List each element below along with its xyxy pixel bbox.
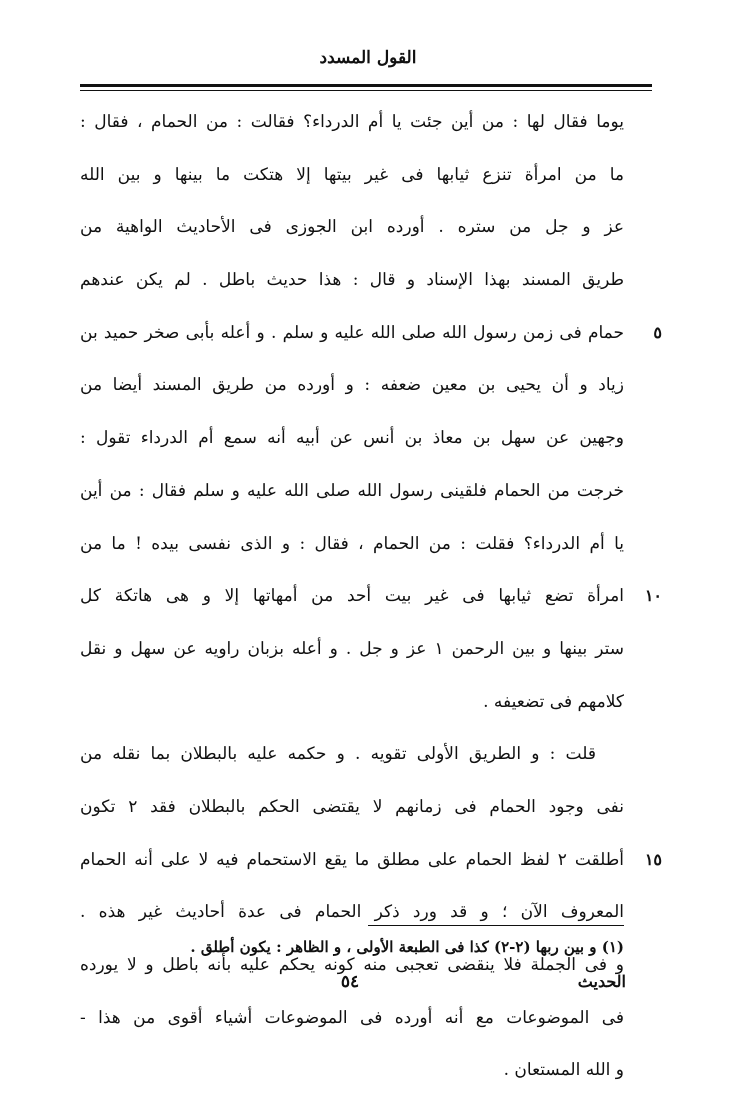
text-line (80, 834, 662, 887)
line-text: المعروف الآن ؛ و قد ورد ذكر الحمام فى عدة أحاديث غير هذه . (80, 902, 624, 923)
catchword: الحديث (577, 972, 626, 991)
line-text: فى الموضوعات مع أنه أورده فى الموضوعات أشياء أقوى من هذا - (80, 1007, 624, 1028)
header-rule-thin (80, 90, 652, 91)
line-text: ما من امرأة تنزع ثيابها فى غير بيتها إلا هتكت ما بينها و بين الله (80, 164, 624, 185)
page-number: ٥٤ (340, 972, 360, 992)
line-text: يا أم الدرداء؟ فقلت : من الحمام ، فقال : و الذى نفسى بيده ! ما من (80, 533, 624, 554)
line-text: حمام فى زمن رسول الله صلى الله عليه و سلم . و أعله بأبى صخر حميد بن (80, 322, 624, 343)
header-rule-thick (80, 84, 652, 87)
text-line (80, 307, 662, 360)
text-line (80, 1044, 624, 1097)
line-text: و الله المستعان . (503, 1060, 624, 1081)
text-line (80, 676, 624, 729)
line-number: ١٥ (644, 849, 662, 869)
line-text: خرجت من الحمام فلقينى رسول الله صلى الله عليه و سلم فقال : من أين (80, 480, 624, 501)
line-text: يوما فقال لها : من أين جئت يا أم الدرداء؟ فقالت : من الحمام ، فقال : (80, 112, 624, 132)
text-line (80, 96, 624, 149)
line-text: أطلقت ٢ لفظ الحمام على مطلق ما يقع الاستحمام فيه لا على أنه الحمام (80, 849, 625, 870)
text-line (80, 254, 624, 307)
line-number: ٥ (653, 322, 662, 342)
line-text: عز و جل من ستره . أورده ابن الجوزى فى الأحاديث الواهية من (80, 217, 624, 238)
text-line (80, 412, 624, 465)
line-text: طريق المسند بهذا الإسناد و قال : هذا حديث باطل . لم يكن عندهم (80, 270, 624, 291)
text-line (80, 518, 624, 571)
text-line (80, 623, 624, 676)
line-text: امرأة تضع ثيابها فى غير بيت أحد من أمهاتها إلا و هى هاتكة كل (80, 586, 624, 607)
line-text: ستر بينها و بين الرحمن ١ عز و جل . و أعله بزبان راويه عن سهل و نقل (80, 638, 624, 659)
line-text: زياد و أن يحيى بن معين ضعفه : و أورده من طريق المسند أيضا من (80, 375, 624, 396)
line-text: كلامهم فى تضعيفه . (483, 691, 624, 712)
text-line (80, 149, 624, 202)
text-line (80, 201, 624, 254)
line-number: ١٠ (644, 586, 662, 606)
running-head: القول المسدد (319, 48, 417, 68)
text-line (80, 570, 662, 623)
text-line (80, 728, 624, 781)
line-text: قلت : و الطريق الأولى تقويه . و حكمه عليه بالبطلان بما نقله من (80, 744, 596, 765)
line-text: نفى وجود الحمام فى زمانهم لا يقتضى الحكم بالبطلان فقد ٢ تكون (80, 796, 625, 817)
text-line (80, 465, 624, 518)
text-line (80, 781, 624, 834)
line-text: و فى الجملة فلا ينقضى تعجبى منه كونه يحكم عليه بأنه باطل و لا يورده (80, 955, 624, 975)
text-line (80, 992, 624, 1045)
text-line (80, 359, 624, 412)
line-text: وجهين عن سهل بن معاذ بن أنس عن أبيه أنه سمع أم الدرداء تقول : (80, 428, 624, 449)
text-line (80, 886, 624, 939)
footnote-rule (368, 925, 624, 926)
footnote: (١) و بين ربها (٢-٢) كذا فى الطبعة الأولى ، و الظاهر : يكون أطلق . (190, 938, 624, 956)
